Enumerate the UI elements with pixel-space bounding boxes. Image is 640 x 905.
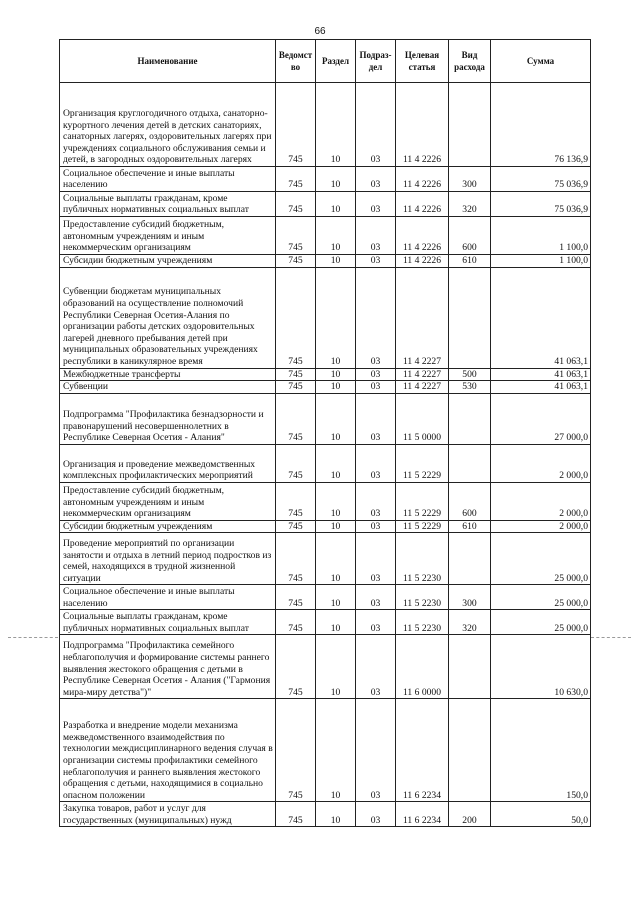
row-department: 745 <box>276 520 316 533</box>
table-row <box>60 802 591 827</box>
header-section: Раздел <box>316 40 356 83</box>
row-department: 745 <box>276 699 316 802</box>
row-name: Субсидии бюджетным учреждениям <box>60 255 276 268</box>
row-section: 10 <box>316 167 356 192</box>
row-section: 10 <box>316 610 356 635</box>
row-section: 10 <box>316 83 356 167</box>
row-department: 745 <box>276 482 316 520</box>
row-subsection: 03 <box>356 393 396 444</box>
row-target-article: 11 4 2227 <box>396 381 449 394</box>
row-subsection: 03 <box>356 482 396 520</box>
header-amount: Сумма <box>491 40 591 83</box>
row-target-article: 11 5 2230 <box>396 610 449 635</box>
row-amount: 2 000,0 <box>491 482 591 520</box>
row-amount: 75 036,9 <box>491 167 591 192</box>
table-row <box>60 610 591 635</box>
row-amount: 1 100,0 <box>491 255 591 268</box>
table-row <box>60 167 591 192</box>
table-row <box>60 381 591 394</box>
row-amount: 2 000,0 <box>491 444 591 482</box>
row-section: 10 <box>316 482 356 520</box>
row-subsection: 03 <box>356 520 396 533</box>
row-target-article: 11 6 2234 <box>396 699 449 802</box>
row-expense-type: 610 <box>449 255 491 268</box>
row-section: 10 <box>316 192 356 217</box>
row-amount: 27 000,0 <box>491 393 591 444</box>
row-department: 745 <box>276 610 316 635</box>
row-section: 10 <box>316 267 356 368</box>
header-name: Наименование <box>60 40 276 83</box>
header-department: Ведомст во <box>276 40 316 83</box>
row-expense-type <box>449 393 491 444</box>
row-name: Субвенции <box>60 381 276 394</box>
row-expense-type <box>449 267 491 368</box>
row-name: Социальные выплаты гражданам, кроме публичных нормативных социальных выплат <box>60 192 276 217</box>
row-subsection: 03 <box>356 381 396 394</box>
row-expense-type: 320 <box>449 192 491 217</box>
row-expense-type <box>449 444 491 482</box>
row-department: 745 <box>276 381 316 394</box>
row-section: 10 <box>316 585 356 610</box>
row-section: 10 <box>316 533 356 585</box>
row-expense-type: 200 <box>449 802 491 827</box>
row-expense-type: 300 <box>449 167 491 192</box>
scan-artifact-line-left <box>8 637 58 638</box>
table-row <box>60 83 591 167</box>
row-expense-type <box>449 533 491 585</box>
row-name: Подпрограмма "Профилактика семейного неблагополучия и формирование системы раннего выявления жестокого обращения с детьми в Республике Северная Осетия - Алания ("Гармония мира-миру детства")" <box>60 635 276 699</box>
row-amount: 1 100,0 <box>491 217 591 255</box>
row-target-article: 11 4 2226 <box>396 217 449 255</box>
row-expense-type: 530 <box>449 381 491 394</box>
row-department: 745 <box>276 255 316 268</box>
row-department: 745 <box>276 217 316 255</box>
row-name: Субвенции бюджетам муниципальных образований на осуществление полномочий Республики Северная Осетия-Алания по организации работы детских оздоровительных лагерей дневного пребывания детей при муниципальных образовательных учреждениях республики в каникулярное время <box>60 267 276 368</box>
row-department: 745 <box>276 267 316 368</box>
row-department: 745 <box>276 635 316 699</box>
table-row <box>60 585 591 610</box>
row-amount: 75 036,9 <box>491 192 591 217</box>
row-subsection: 03 <box>356 267 396 368</box>
row-subsection: 03 <box>356 585 396 610</box>
row-name: Предоставление субсидий бюджетным, автономным учреждениям и иным некоммерческим организациям <box>60 482 276 520</box>
row-target-article: 11 5 2230 <box>396 585 449 610</box>
row-name: Проведение мероприятий по организации занятости и отдыха в летний период подростков из семей, находящихся в трудной жизненной ситуации <box>60 533 276 585</box>
header-target-article: Целевая статья <box>396 40 449 83</box>
row-target-article: 11 5 2230 <box>396 533 449 585</box>
row-name: Разработка и внедрение модели механизма межведомственного взаимодействия по технологии междисциплинарного ведения случая в организации системы профилактики семейного неблагополучия и раннего выявления жестокого обращения с детьми, находящимися в социально опасном положении <box>60 699 276 802</box>
row-target-article: 11 5 2229 <box>396 482 449 520</box>
row-target-article: 11 5 2229 <box>396 520 449 533</box>
row-section: 10 <box>316 393 356 444</box>
row-amount: 41 063,1 <box>491 267 591 368</box>
table-row <box>60 699 591 802</box>
row-target-article: 11 4 2226 <box>396 83 449 167</box>
row-subsection: 03 <box>356 167 396 192</box>
row-amount: 25 000,0 <box>491 533 591 585</box>
row-amount: 41 063,1 <box>491 368 591 381</box>
row-target-article: 11 4 2227 <box>396 368 449 381</box>
table-row <box>60 520 591 533</box>
row-section: 10 <box>316 255 356 268</box>
row-amount: 76 136,9 <box>491 83 591 167</box>
row-subsection: 03 <box>356 192 396 217</box>
row-expense-type: 500 <box>449 368 491 381</box>
header-expense-type: Вид расхода <box>449 40 491 83</box>
row-section: 10 <box>316 802 356 827</box>
row-name: Межбюджетные трансферты <box>60 368 276 381</box>
row-target-article: 11 4 2226 <box>396 255 449 268</box>
row-target-article: 11 6 0000 <box>396 635 449 699</box>
row-subsection: 03 <box>356 83 396 167</box>
row-subsection: 03 <box>356 802 396 827</box>
row-section: 10 <box>316 699 356 802</box>
table-row <box>60 635 591 699</box>
row-amount: 10 630,0 <box>491 635 591 699</box>
row-department: 745 <box>276 192 316 217</box>
row-department: 745 <box>276 83 316 167</box>
row-amount: 25 000,0 <box>491 585 591 610</box>
row-section: 10 <box>316 381 356 394</box>
row-subsection: 03 <box>356 444 396 482</box>
row-name: Организация и проведение межведомственных комплексных профилактических мероприятий <box>60 444 276 482</box>
row-target-article: 11 4 2227 <box>396 267 449 368</box>
table-row <box>60 255 591 268</box>
table-row <box>60 192 591 217</box>
row-expense-type: 600 <box>449 482 491 520</box>
row-section: 10 <box>316 520 356 533</box>
row-amount: 50,0 <box>491 802 591 827</box>
row-target-article: 11 5 0000 <box>396 393 449 444</box>
row-department: 745 <box>276 585 316 610</box>
row-name: Субсидии бюджетным учреждениям <box>60 520 276 533</box>
row-section: 10 <box>316 368 356 381</box>
table-row <box>60 267 591 368</box>
row-name: Закупка товаров, работ и услуг для государственных (муниципальных) нужд <box>60 802 276 827</box>
scan-artifact-line-right <box>591 637 631 638</box>
row-department: 745 <box>276 533 316 585</box>
row-expense-type: 610 <box>449 520 491 533</box>
row-department: 745 <box>276 368 316 381</box>
row-target-article: 11 4 2226 <box>396 167 449 192</box>
row-name: Предоставление субсидий бюджетным, автономным учреждениям и иным некоммерческим организациям <box>60 217 276 255</box>
row-department: 745 <box>276 393 316 444</box>
row-name: Социальные выплаты гражданам, кроме публичных нормативных социальных выплат <box>60 610 276 635</box>
row-target-article: 11 6 2234 <box>396 802 449 827</box>
row-amount: 2 000,0 <box>491 520 591 533</box>
row-subsection: 03 <box>356 699 396 802</box>
row-subsection: 03 <box>356 217 396 255</box>
table-row <box>60 393 591 444</box>
row-expense-type <box>449 699 491 802</box>
row-subsection: 03 <box>356 255 396 268</box>
row-expense-type <box>449 83 491 167</box>
table-row <box>60 533 591 585</box>
budget-table <box>59 39 591 827</box>
row-section: 10 <box>316 217 356 255</box>
row-subsection: 03 <box>356 635 396 699</box>
row-name: Социальное обеспечение и иные выплаты населению <box>60 585 276 610</box>
header-subsection: Подраз- дел <box>356 40 396 83</box>
table-row <box>60 217 591 255</box>
row-amount: 41 063,1 <box>491 381 591 394</box>
row-department: 745 <box>276 444 316 482</box>
row-expense-type: 300 <box>449 585 491 610</box>
row-name: Социальное обеспечение и иные выплаты населению <box>60 167 276 192</box>
row-section: 10 <box>316 444 356 482</box>
row-name: Подпрограмма "Профилактика безнадзорности и правонарушений несовершеннолетних в Республике Северная Осетия - Алания" <box>60 393 276 444</box>
row-section: 10 <box>316 635 356 699</box>
row-subsection: 03 <box>356 533 396 585</box>
table-row <box>60 482 591 520</box>
page-number: 66 <box>314 26 326 37</box>
row-target-article: 11 5 2229 <box>396 444 449 482</box>
table-row <box>60 444 591 482</box>
row-expense-type: 600 <box>449 217 491 255</box>
row-amount: 150,0 <box>491 699 591 802</box>
row-subsection: 03 <box>356 368 396 381</box>
row-department: 745 <box>276 167 316 192</box>
row-amount: 25 000,0 <box>491 610 591 635</box>
row-expense-type <box>449 635 491 699</box>
table-header-row <box>60 40 591 83</box>
row-subsection: 03 <box>356 610 396 635</box>
row-name: Организация круглогодичного отдыха, санаторно-курортного лечения детей в детских санаториях, санаторных лагерях, оздоровительных лагерях при учреждениях социального обслуживания семьи и детей, в загородных оздоровительных лагерях <box>60 83 276 167</box>
row-target-article: 11 4 2226 <box>396 192 449 217</box>
row-department: 745 <box>276 802 316 827</box>
table-row <box>60 368 591 381</box>
row-expense-type: 320 <box>449 610 491 635</box>
